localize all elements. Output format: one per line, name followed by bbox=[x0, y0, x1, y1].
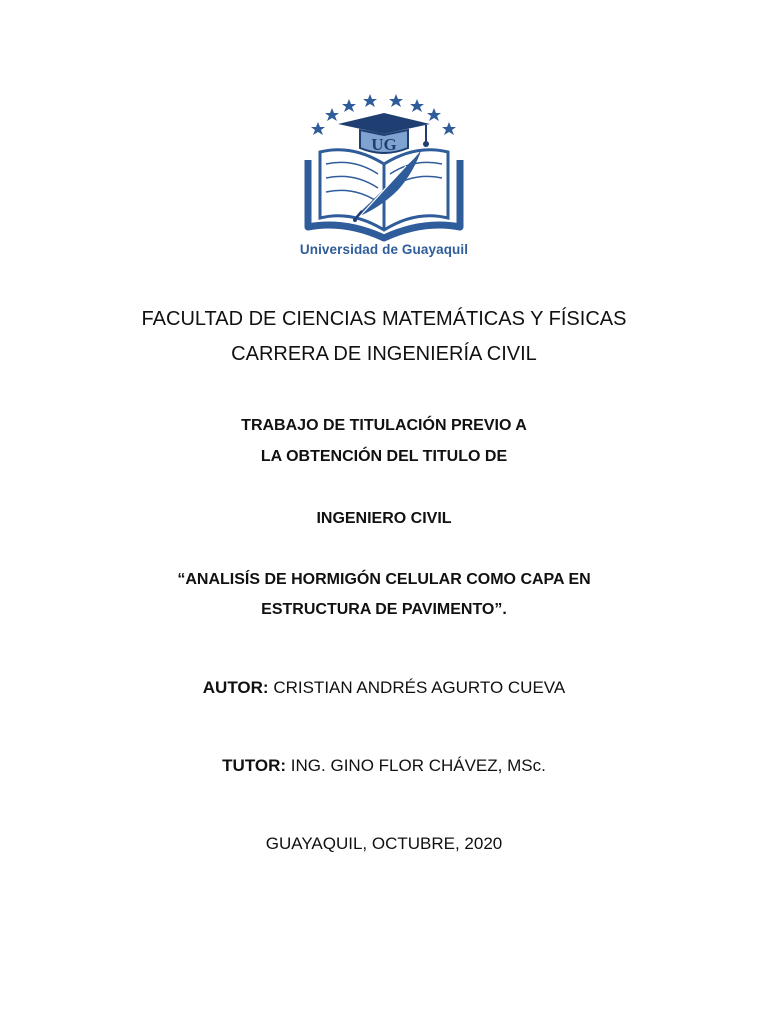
place-date: GUAYAQUIL, OCTUBRE, 2020 bbox=[265, 834, 503, 853]
career-heading: CARRERA DE INGENIERÍA CIVIL bbox=[231, 343, 537, 365]
faculty-heading: FACULTAD DE CIENCIAS MATEMÁTICAS Y FÍSICAS bbox=[141, 308, 627, 330]
tutor-name: ING. GINO FLOR CHÁVEZ, MSc. bbox=[290, 756, 546, 775]
graduation-cap-icon bbox=[338, 113, 430, 154]
star-icon bbox=[389, 94, 403, 107]
star-icon bbox=[342, 99, 356, 112]
tutor-line bbox=[0, 756, 768, 776]
star-icon bbox=[442, 122, 456, 135]
work-title-line-2: LA OBTENCIÓN DEL TITULO DE bbox=[260, 448, 508, 465]
cap-letters: UG bbox=[371, 135, 397, 154]
star-icon bbox=[325, 108, 339, 121]
university-logo bbox=[290, 92, 478, 270]
university-name: Universidad de Guayaquil bbox=[299, 242, 469, 257]
degree-title: INGENIERO CIVIL bbox=[316, 510, 452, 527]
tutor-label: TUTOR: bbox=[222, 756, 287, 775]
star-icon bbox=[410, 99, 424, 112]
star-icon bbox=[311, 122, 325, 135]
work-title-line-1: TRABAJO DE TITULACIÓN PREVIO A bbox=[241, 417, 527, 434]
author-name: CRISTIAN ANDRÉS AGURTO CUEVA bbox=[273, 678, 566, 697]
author-line bbox=[0, 678, 768, 698]
author-label: AUTOR: bbox=[202, 678, 269, 697]
star-icon bbox=[363, 94, 377, 107]
thesis-title-line-1: “ANALISÍS DE HORMIGÓN CELULAR COMO CAPA EN bbox=[177, 571, 591, 588]
star-icon bbox=[427, 108, 441, 121]
thesis-title-line-2: ESTRUCTURA DE PAVIMENTO”. bbox=[261, 601, 507, 618]
logo-emblem bbox=[290, 92, 478, 242]
